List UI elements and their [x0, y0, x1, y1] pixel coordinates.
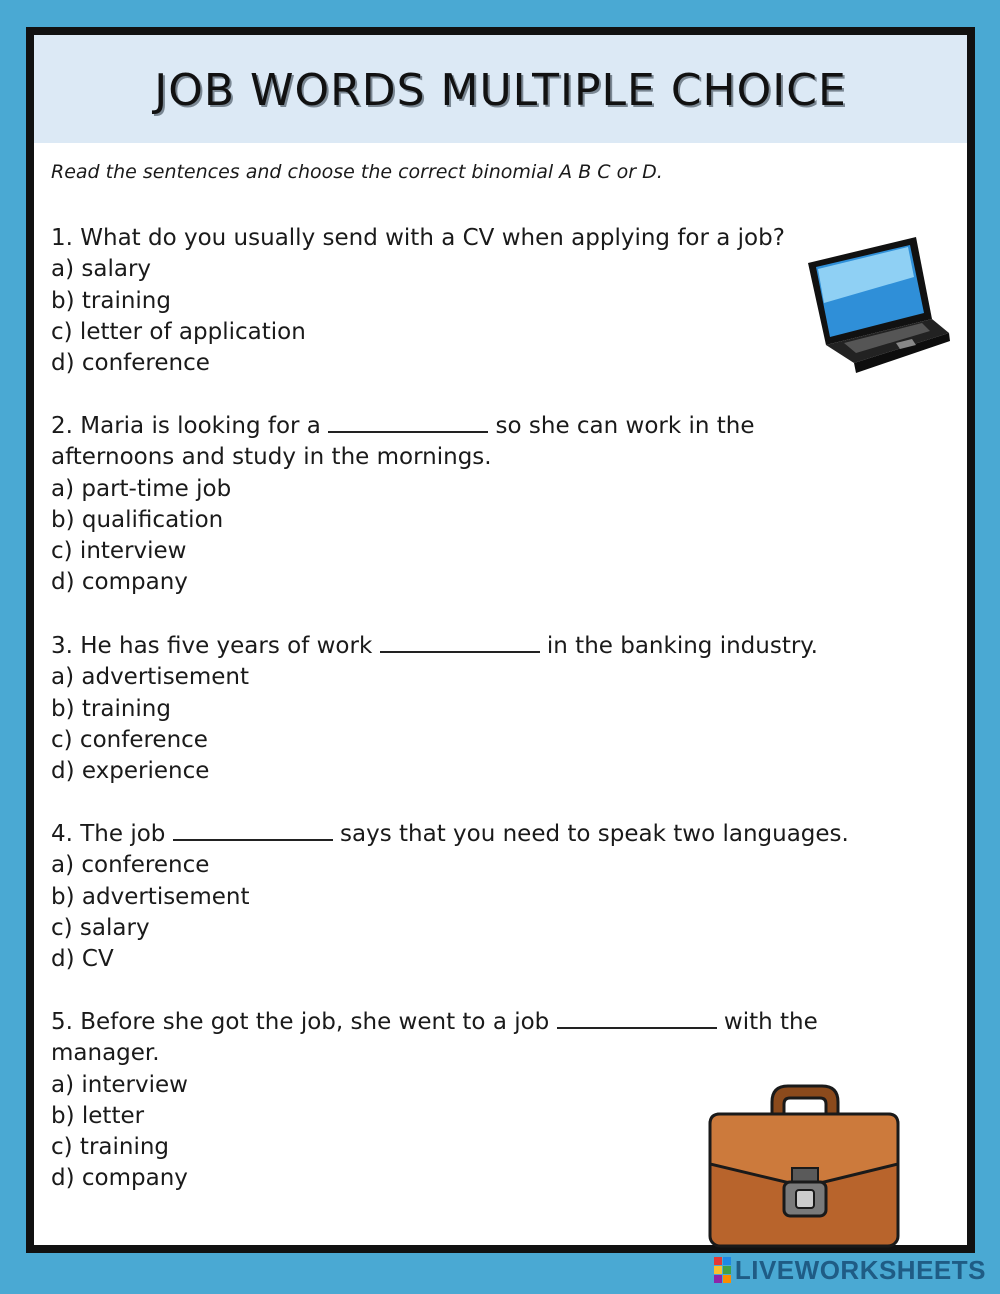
- instructions-text: Read the sentences and choose the correct binomial A B C or D.: [51, 161, 663, 183]
- question-2-prompt-start: 2. Maria is looking for a: [51, 413, 321, 439]
- question-1-prompt: 1. What do you usually send with a CV when applying for a job?: [51, 225, 785, 251]
- worksheet-page: [34, 35, 967, 1245]
- question-5-prompt: [51, 1007, 818, 1038]
- question-4-prompt-end: says that you need to speak two languages.: [340, 821, 849, 847]
- question-1-option-d[interactable]: d) conference: [51, 350, 210, 377]
- question-4-option-b[interactable]: b) advertisement: [51, 883, 250, 910]
- question-3-prompt: [51, 631, 818, 662]
- question-4-option-a[interactable]: a) conference: [51, 852, 210, 879]
- question-3-prompt-end: in the banking industry.: [546, 633, 818, 659]
- liveworksheets-footer: [714, 1255, 986, 1285]
- question-1-option-c[interactable]: c) letter of application: [51, 318, 306, 345]
- question-4-option-d[interactable]: d) CV: [51, 946, 114, 973]
- question-3-option-c[interactable]: c) conference: [51, 726, 208, 753]
- question-1: [51, 223, 785, 379]
- question-2-prompt-end: afternoons and study in the mornings.: [51, 444, 492, 471]
- question-1-option-a[interactable]: a) salary: [51, 256, 152, 283]
- liveworksheets-brand[interactable]: LIVEWORKSHEETS: [734, 1254, 986, 1285]
- question-3-prompt-start: 3. He has five years of work: [51, 633, 373, 659]
- question-5-prompt-start: 5. Before she got the job, she went to a job: [51, 1009, 550, 1035]
- question-4: [51, 819, 849, 975]
- question-2-option-a[interactable]: a) part-time job: [51, 475, 232, 502]
- question-5-prompt-mid: with the: [723, 1009, 818, 1035]
- question-5-option-d[interactable]: d) company: [51, 1165, 188, 1192]
- question-4-option-c[interactable]: c) salary: [51, 914, 150, 941]
- question-4-prompt-start: 4. The job: [51, 821, 166, 847]
- question-2-option-d[interactable]: d) company: [51, 569, 188, 596]
- question-5: [51, 1007, 818, 1195]
- question-2-prompt: [51, 411, 755, 442]
- worksheet-frame: [26, 27, 975, 1253]
- answer-blank: [328, 413, 488, 433]
- laptop-icon: [804, 233, 954, 391]
- question-2-option-b[interactable]: b) qualification: [51, 506, 224, 533]
- question-2: [51, 411, 755, 599]
- answer-blank: [173, 821, 333, 841]
- question-4-prompt: [51, 819, 849, 850]
- question-3-option-a[interactable]: a) advertisement: [51, 664, 249, 691]
- question-1-option-b[interactable]: b) training: [51, 287, 171, 314]
- question-2-option-c[interactable]: c) interview: [51, 538, 187, 565]
- question-3-option-b[interactable]: b) training: [51, 695, 171, 722]
- question-3-option-d[interactable]: d) experience: [51, 758, 210, 785]
- worksheet-title: JOB WORDS MULTIPLE CHOICE: [154, 65, 847, 116]
- briefcase-icon: [706, 1080, 904, 1250]
- question-5-prompt-end: manager.: [51, 1040, 160, 1067]
- answer-blank: [380, 633, 540, 653]
- question-5-option-c[interactable]: c) training: [51, 1134, 170, 1161]
- title-band: [34, 35, 967, 143]
- answer-blank: [557, 1009, 717, 1029]
- question-5-option-a[interactable]: a) interview: [51, 1071, 188, 1098]
- question-3: [51, 631, 818, 787]
- question-2-prompt-mid: so she can work in the: [495, 413, 755, 439]
- liveworksheets-logo-icon: [714, 1257, 731, 1283]
- question-5-option-b[interactable]: b) letter: [51, 1102, 145, 1129]
